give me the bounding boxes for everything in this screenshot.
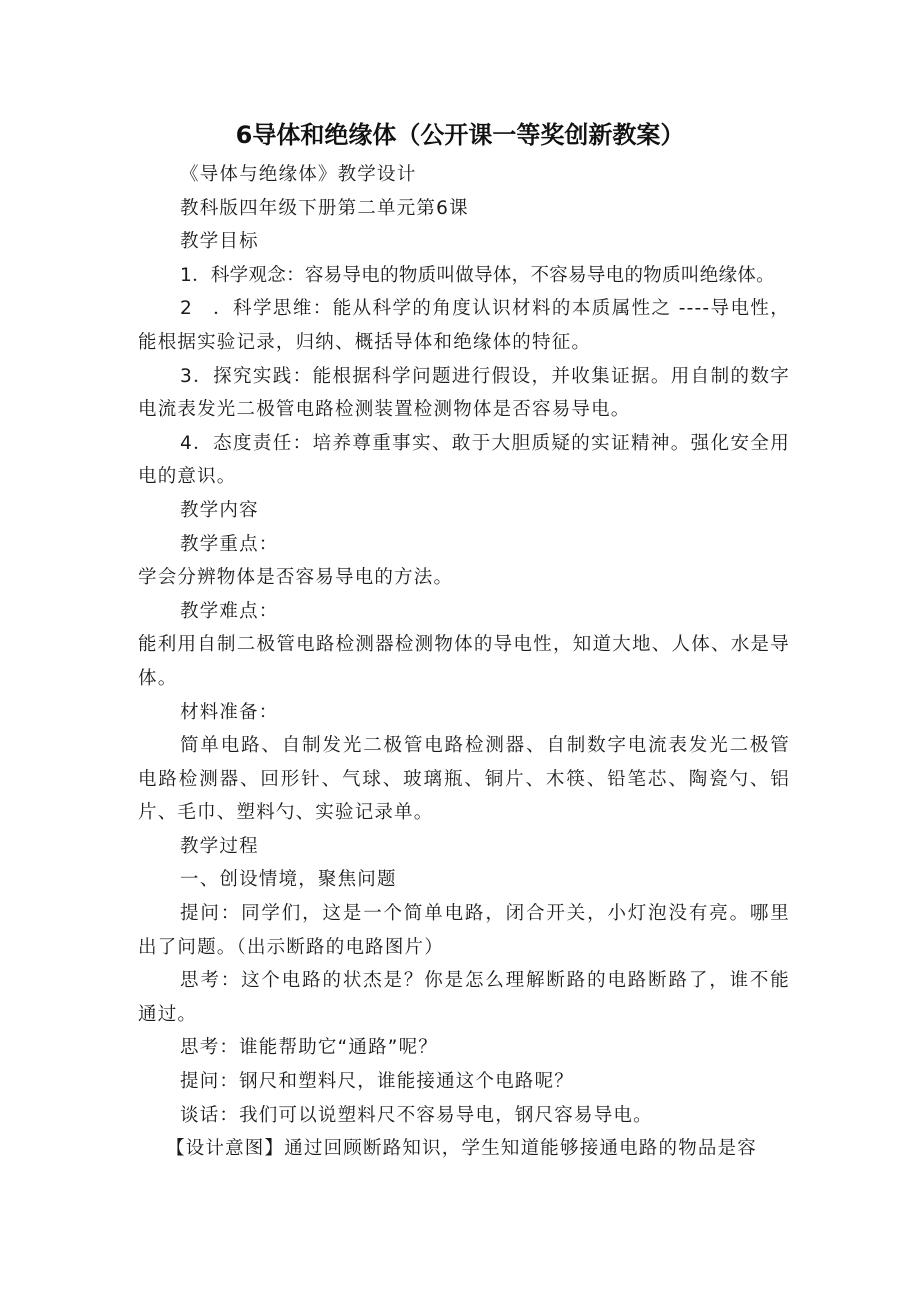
process-think-1: 思考：这个电路的状杰是？你是怎么理解断路的电路断路了，谁不能通过。 xyxy=(138,970,790,1025)
key-points-text: 学会分辨物体是否容易导电的方法。 xyxy=(138,567,454,589)
materials-text: 简单电路、自制发光二极管电路检测器、自制数字电流表发光二极管电路检测器、回形针、气球、玻璃瓶、铜片、木筷、铅笔芯、陶瓷勺、铝片、毛巾、塑料勺、实验记录单。 xyxy=(138,735,790,824)
section-one-heading: 一、创设情境，聚焦问题 xyxy=(180,869,397,891)
heading-difficulties: 教学难点： xyxy=(180,600,279,622)
process-talk: 谈话：我们可以说塑料尺不容易导电，钢尺容易导电。 xyxy=(180,1104,653,1126)
heading-key-points: 教学重点： xyxy=(180,533,279,555)
process-think-2: 思考：谁能帮助它“通路”呢？ xyxy=(180,1037,438,1059)
difficulties-text: 能利用自制二极管电路检测器检测物体的导电性，知道大地、人体、水是导体。 xyxy=(138,634,790,689)
paragraph-edition: 教科版四年级下册第二单元第6课 xyxy=(180,197,469,219)
process-question-1: 提问：同学们，这是一个简单电路，闭合开关，小灯泡没有亮。哪里出了问题。（出示断路的电路图片） xyxy=(138,903,790,958)
document-title: 6导体和绝缘体（公开课一等奖创新教案） xyxy=(235,121,685,149)
goal-item-4: 4．态度责任：培养尊重事实、敢于大胆质疑的实证精神。强化安全用电的意识。 xyxy=(138,432,790,488)
goal-item-1: 1．科学观念：容易导电的物质叫做导体，不容易导电的物质叫绝缘体。 xyxy=(180,264,775,286)
heading-teaching-process: 教学过程 xyxy=(180,835,259,857)
process-question-2: 提问：钢尺和塑料尺，谁能接通这个电路呢？ xyxy=(180,1071,575,1093)
heading-materials: 材料准备： xyxy=(180,701,279,723)
paragraph-subtitle: 《导体与绝缘体》教学设计 xyxy=(180,164,417,185)
heading-teaching-goals: 教学目标 xyxy=(180,231,259,253)
heading-teaching-content: 教学内容 xyxy=(180,499,259,521)
goal-item-3: 3．探究实践：能根据科学问题进行假设，并收集证据。用自制的数字电流表发光二极管电路检测装置检测物体是否容易导电。 xyxy=(138,365,790,421)
goal-item-2: 2 ．科学思维：能从科学的角度认识材料的本质属性之 ----导电性，能根据实验记录，归纳、概括导体和绝缘体的特征。 xyxy=(138,298,790,353)
document-body xyxy=(138,158,790,1166)
design-intent: 【设计意图】通过回顾断路知识，学生知道能够接通电路的物品是容 xyxy=(166,1138,758,1160)
